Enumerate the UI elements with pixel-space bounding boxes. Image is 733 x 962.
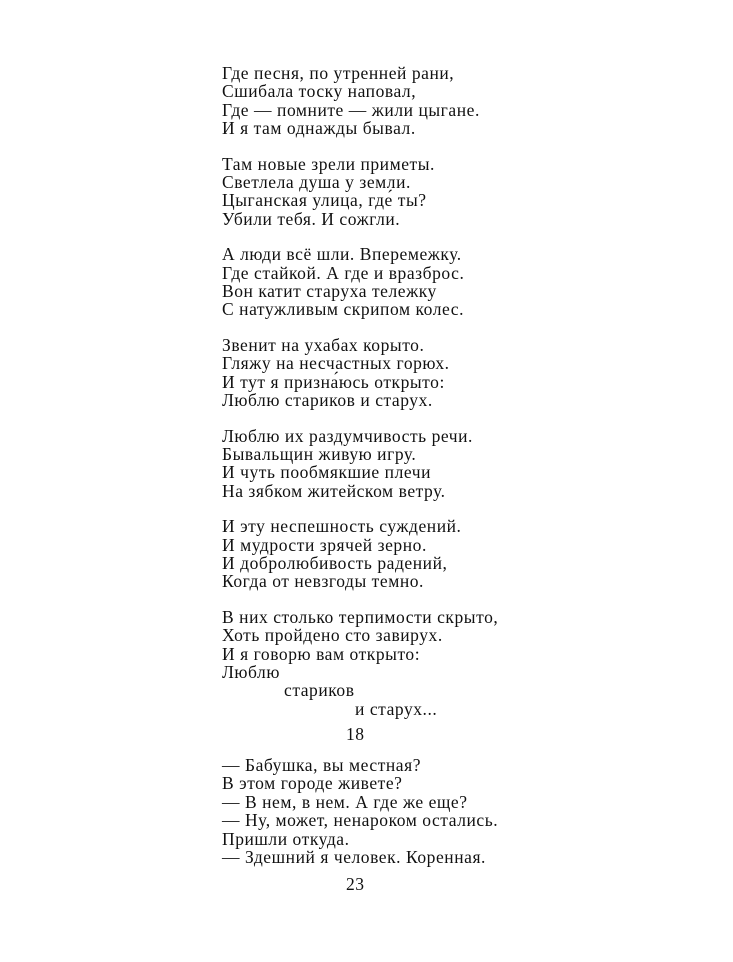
section-number: 18 [346,724,365,744]
poem-line: Убили тебя. И сожгли. [222,208,401,229]
poem-line: А люди всё шли. Вперемежку. [222,244,462,265]
dialogue-line: — Ну, может, ненароком остались. [222,810,499,831]
poem-line: И тут я призна́юсь открыто: [222,371,445,392]
poem-line: И я говорю вам открыто: [222,643,421,664]
poem-line: Где — помните — жили цыгане. [222,99,480,120]
poem-line: Светлела душа у земли. [222,172,411,193]
poem-line-stepped: и старух... [355,698,438,719]
dialogue-line: В этом городе живете? [222,773,403,794]
poem [222,64,542,735]
poem-line: Где песня, по утренней рани, [222,63,455,83]
stanza-7 [222,608,542,718]
stanza-3 [222,245,542,319]
poem-line: Люблю стариков и старух. [222,390,433,411]
poem-line: Вон катит старуха тележку [222,281,437,302]
poem-line: Люблю их раздумчивость речи. [222,425,473,446]
poem-line: Гляжу на несчастных горюх. [222,353,450,374]
poem-line: Сшибала тоску наповал, [222,81,417,102]
dialogue-line: — Здешний я человек. Коренная. [222,847,486,868]
poem-line: Когда от невзгоды темно. [222,571,424,592]
poem-line: Звенит на ухабах корыто. [222,334,425,355]
poem-line-stepped: стариков [284,680,355,701]
dialogue [222,756,542,866]
stanza-2 [222,155,542,229]
dialogue-line: — В нем, в нем. А где же еще? [222,791,468,812]
poem-line: Люблю [222,661,280,682]
poem-line: Где стайкой. А где и вразброс. [222,262,465,283]
poem-line: И я там однажды бывал. [222,118,416,139]
poem-line: И мудрости зрячей зерно. [222,534,427,555]
dialogue-line: Пришли откуда. [222,828,350,849]
poem-line: На зябком житейском ветру. [222,480,446,501]
poem-line: С натужливым скрипом колес. [222,299,464,320]
stanza-1 [222,64,542,138]
poem-line: Хоть пройдено сто завирух. [222,625,443,646]
page-number: 23 [346,874,365,894]
stanza-5 [222,427,542,501]
stanza-4 [222,336,542,410]
poem-line: В них столько терпимости скрыто, [222,606,499,627]
poem-line: И добролюбивость радений, [222,552,448,573]
poem-line: И эту неспешность суждений. [222,516,462,537]
stanza-6 [222,517,542,591]
poem-line: Там новые зрели приметы. [222,153,435,174]
dialogue-line: — Бабушка, вы местная? [222,755,422,775]
poem-line: Бывальщин живую игру. [222,443,417,464]
poem-line: Цыганская улица, где́ ты? [222,190,427,211]
poem-line: И чуть пообмякшие плечи [222,462,432,483]
